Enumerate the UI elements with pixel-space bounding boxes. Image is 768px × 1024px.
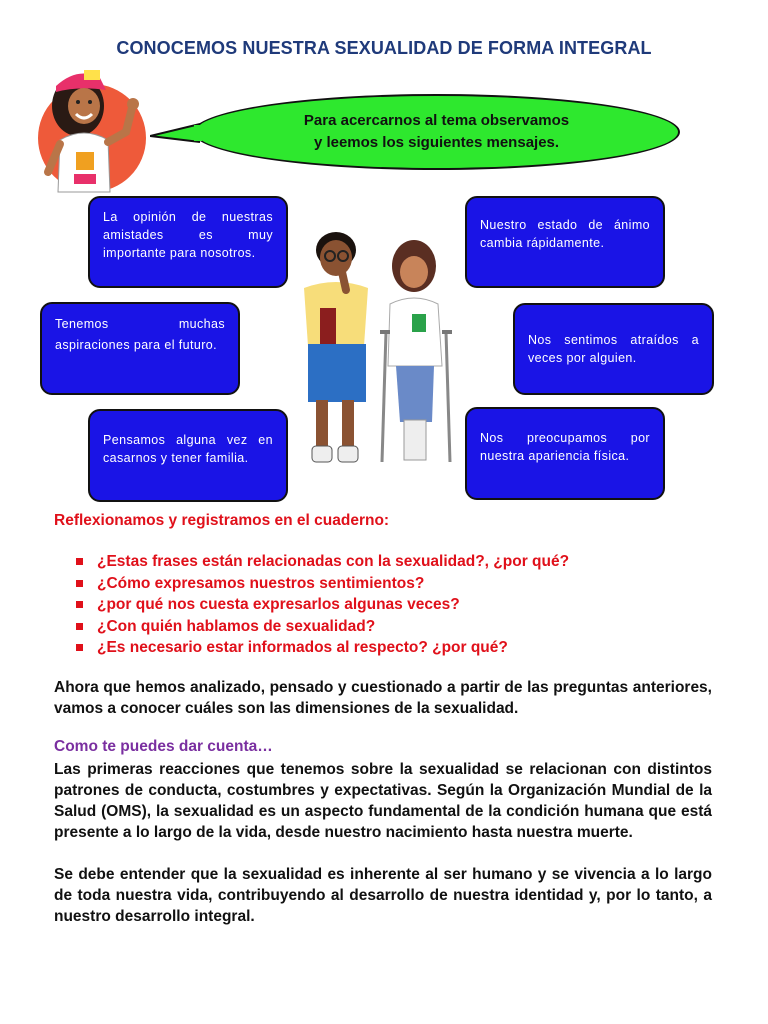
message-box-animo: Nuestro estado de ánimo cambia rápidamente. [465, 196, 665, 288]
message-box-apariencia: Nos preocupamos por nuestra apariencia física. [465, 407, 665, 500]
guide-character-illustration [34, 60, 154, 200]
question-list [76, 551, 569, 659]
list-item: ¿Estas frases están relacionadas con la sexualidad?, ¿por qué? [76, 551, 569, 573]
list-item: ¿por qué nos cuesta expresarlos algunas veces? [76, 594, 569, 616]
list-item: ¿Cómo expresamos nuestros sentimientos? [76, 573, 569, 595]
message-box-amistades: La opinión de nuestras amistades es muy importante para nosotros. [88, 196, 288, 288]
speech-bubble-tail [150, 122, 202, 146]
message-box-atraidos: Nos sentimos atraídos a veces por alguien. [513, 303, 714, 395]
page-title: CONOCEMOS NUESTRA SEXUALIDAD DE FORMA INTEGRAL [116, 38, 652, 58]
bullet-square-icon [76, 580, 83, 587]
students-illustration [296, 222, 468, 474]
reflexion-heading: Reflexionamos y registramos en el cuaderno: [54, 512, 390, 529]
bullet-square-icon [76, 558, 83, 565]
body-paragraph-1: Las primeras reacciones que tenemos sobre la sexualidad se relacionan con distintos patrones de conducta, costumbres y expectativas. Según la Organización Mundial de la Salud (OMS), la sexualidad es un aspecto fundamental de la condición humana que está presente a lo largo de la vida, desde nuestro nacimiento hasta nuestra muerte. [54, 761, 712, 841]
intro-paragraph: Ahora que hemos analizado, pensado y cuestionado a partir de las preguntas anteriores, vamos a conocer cuáles son las dimensiones de la sexualidad. [54, 679, 712, 717]
list-item: ¿Es necesario estar informados al respecto? ¿por qué? [76, 637, 569, 659]
bullet-square-icon [76, 601, 83, 608]
subheading: Como te puedes dar cuenta… [54, 738, 273, 755]
speech-bubble-line-2: y leemos los siguientes mensajes. [313, 134, 560, 151]
bullet-square-icon [76, 623, 83, 630]
message-box-aspiraciones: Tenemos muchas aspiraciones para el futuro. [40, 302, 240, 395]
message-box-casarnos: Pensamos alguna vez en casarnos y tener familia. [88, 409, 288, 502]
speech-bubble [193, 94, 680, 170]
speech-bubble-line-1: Para acercarnos al tema observamos [303, 112, 570, 129]
bullet-square-icon [76, 644, 83, 651]
body-paragraph-2: Se debe entender que la sexualidad es inherente al ser humano y se vivencia a lo largo de toda nuestra vida, contribuyendo al desarrollo de nuestra identidad y, por lo tanto, a nuestro desarrollo integral. [54, 866, 712, 925]
list-item: ¿Con quién hablamos de sexualidad? [76, 616, 569, 638]
